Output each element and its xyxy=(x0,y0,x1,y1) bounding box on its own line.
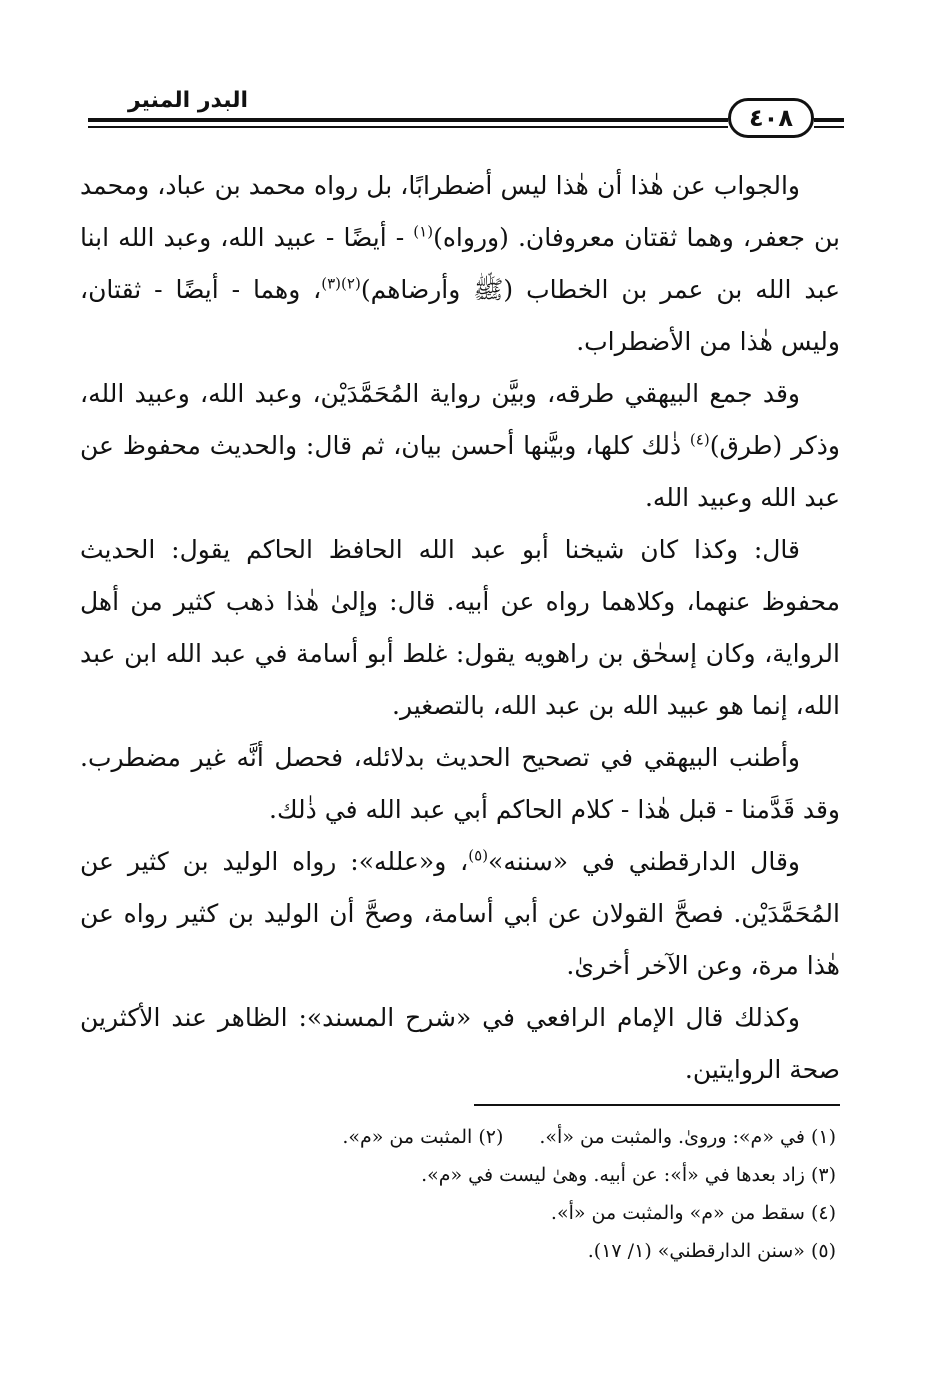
paragraph: وأطنب البيهقي في تصحيح الحديث بدلائله، فحصل أنَّه غير مضطرب. وقد قَدَّمنا - قبل هٰذا - كلام الحاكم أبي عبد الله في ذٰلك. xyxy=(80,743,840,824)
footnote-ref: (١) xyxy=(413,222,434,241)
footnote xyxy=(80,1118,836,1156)
footnote-ref: (٥) xyxy=(468,846,489,865)
running-title: البدر المنير xyxy=(128,88,249,113)
footnote-2: (٢) المثبت من «م». xyxy=(342,1126,504,1148)
footnote-separator xyxy=(474,1104,840,1106)
footnote-5: (٥) «سنن الدارقطني» (١/ ١٧). xyxy=(587,1240,836,1262)
paragraph: والجواب عن هٰذا أن هٰذا ليس أضطرابًا، بل رواه محمد بن عباد، ومحمد بن جعفر، وهما ثقتان معروفان. (ورواه)$^{(١)}$ - أيضًا - عبيد الله، وعبد الله ابنا عبد الله بن عمر بن الخطاب (ﷺ وأرضاهم)$^{(٢)(٣)}$، وهما - أيضًا - ثقتان، وليس هٰذا من الأضطراب. xyxy=(80,171,840,356)
footnote-3: (٣) زاد بعدها في «أ»: عن أبيه. وهىٰ ليست في «م». xyxy=(421,1164,836,1186)
footnote-ref: (٢)(٣) xyxy=(321,274,361,293)
page-number: ٤٠٨ xyxy=(728,98,814,138)
main-text xyxy=(80,160,840,1096)
paragraph: وقد جمع البيهقي طرقه، وبيَّن رواية المُحَمَّدَيْن، وعبد الله، وعبيد الله، وذكر (طرق)$^{(٤)}$ ذٰلك كلها، وبيَّنها أحسن بيان، ثم قال: والحديث محفوظ عن عبد الله وعبيد الله. xyxy=(80,379,840,512)
footnote-4: (٤) سقط من «م» والمثبت من «أ». xyxy=(550,1202,836,1224)
header-rule-thick xyxy=(88,118,728,122)
page-header xyxy=(88,86,844,136)
header-rule-right-thin xyxy=(814,126,844,128)
footnotes xyxy=(80,1118,836,1270)
header-rule-right-thick xyxy=(814,118,844,122)
paragraph: قال: وكذا كان شيخنا أبو عبد الله الحافظ الحاكم يقول: الحديث محفوظ عنهما، وكلاهما رواه عن أبيه. قال: وإلىٰ هٰذا ذهب كثير من أهل الرواية، وكان إسحٰق بن راهويه يقول: غلط أبو أسامة في عبد الله ابن عبد الله، إنما هو عبيد الله بن عبد الله، بالتصغير. xyxy=(80,535,840,720)
footnote-1: (١) في «م»: وروىٰ. والمثبت من «أ». xyxy=(539,1126,836,1148)
paragraph: وكذلك قال الإمام الرافعي في «شرح المسند»: الظاهر عند الأكثرين صحة الروايتين. xyxy=(80,1003,840,1084)
paragraph: وقال الدارقطني في «سننه»$^{(٥)}$، و«علله»: رواه الوليد بن كثير عن المُحَمَّدَيْن. فصحَّ القولان عن أبي أسامة، وصحَّ أن الوليد بن كثير رواه عن هٰذا مرة، وعن الآخر أخرىٰ. xyxy=(80,846,840,980)
header-rule-thin xyxy=(88,126,728,128)
footnote-ref: (٤) xyxy=(689,430,710,449)
